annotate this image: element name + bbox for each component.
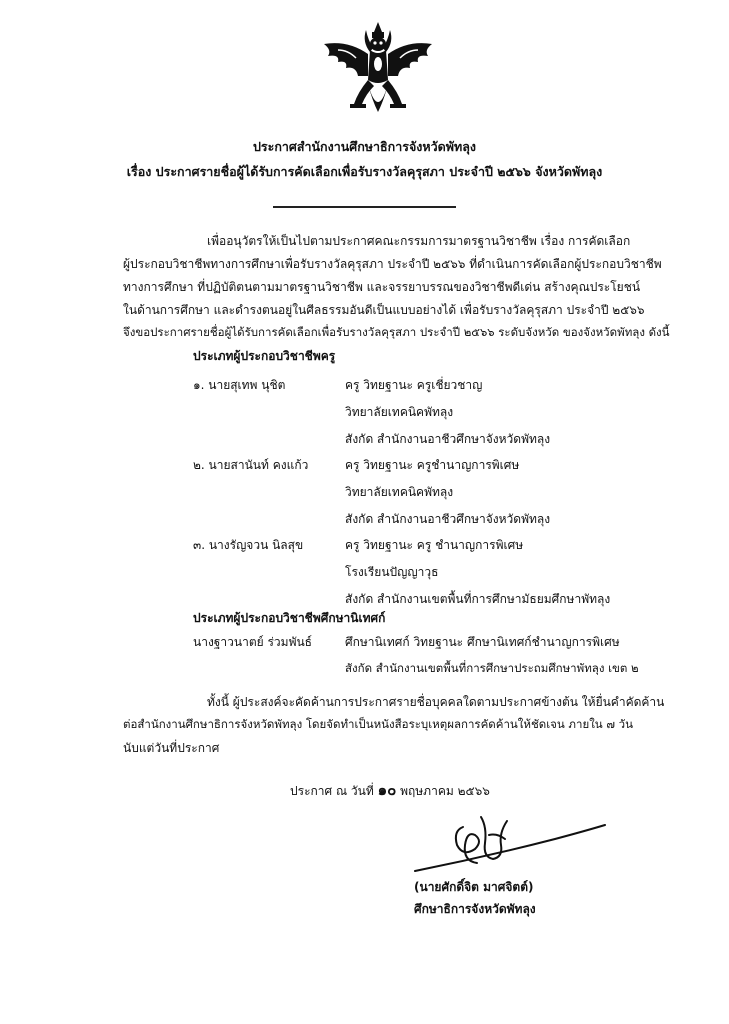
date-month-year: พฤษภาคม ๒๕๖๖ bbox=[400, 784, 490, 798]
nominee-name: นางฐาวนาตย์ ร่วมพันธ์ bbox=[193, 635, 313, 649]
intro-line: จึงขอประกาศรายชื่อผู้ได้รับการคัดเลือกเพื่อรับรางวัลคุรุสภา ประจำปี ๒๕๖๖ ระดับจังหวัด ของจังหวัดพัทลุง ดังนี้ bbox=[123, 325, 670, 339]
intro-line: ผู้ประกอบวิชาชีพทางการศึกษาเพื่อรับรางวัลคุรุสภา ประจำปี ๒๕๖๖ ที่ดำเนินการคัดเลือกผู้ประกอบวิชาชีพ bbox=[123, 257, 662, 271]
intro-line: เพื่ออนุวัตรให้เป็นไปตามประกาศคณะกรรมการมาตรฐานวิชาชีพ เรื่อง การคัดเลือก bbox=[207, 234, 631, 248]
date-day: ๑๐ bbox=[377, 781, 397, 799]
nominee-detail: สังกัด สำนักงานอาชีวศึกษาจังหวัดพัทลุง bbox=[345, 432, 551, 446]
title-divider bbox=[273, 206, 456, 208]
announcement-date bbox=[290, 778, 490, 802]
nominee-detail: โรงเรียนปัญญาวุธ bbox=[345, 565, 439, 579]
teacher-category-heading: ประเภทผู้ประกอบวิชาชีพครู bbox=[193, 349, 336, 363]
closing-line: ทั้งนี้ ผู้ประสงค์จะคัดค้านการประกาศรายชื่อบุคคลใดตามประกาศข้างต้น ให้ยื่นคำคัดค้าน bbox=[207, 695, 665, 709]
nominee-detail: สังกัด สำนักงานเขตพื้นที่การศึกษามัธยมศึกษาพัทลุง bbox=[345, 592, 611, 606]
intro-line: ในด้านการศึกษา และดำรงตนอยู่ในศีลธรรมอันดีเป็นแบบอย่างได้ เพื่อรับรางวัลคุรุสภา ประจำปี ๒๕๖๖ bbox=[123, 303, 645, 317]
nominee-name: ๑. นายสุเทพ นุชิต bbox=[193, 378, 286, 392]
supervisor-category-heading: ประเภทผู้ประกอบวิชาชีพศึกษานิเทศก์ bbox=[193, 611, 386, 625]
nominee-detail: ครู วิทยฐานะ ครูชำนาญการพิเศษ bbox=[345, 458, 520, 472]
nominee-detail: ครู วิทยฐานะ ครูเชี่ยวชาญ bbox=[345, 378, 483, 392]
nominee-detail: ศึกษานิเทศก์ วิทยฐานะ ศึกษานิเทศก์ชำนาญการพิเศษ bbox=[345, 635, 620, 649]
closing-line: ต่อสำนักงานศึกษาธิการจังหวัดพัทลุง โดยจัดทำเป็นหนังสือระบุเหตุผลการคัดค้านให้ชัดเจน ภายใน ๗ วัน bbox=[123, 717, 633, 731]
intro-line: ทางการศึกษา ที่ปฏิบัติตนตามมาตรฐานวิชาชีพ และจรรยาบรรณของวิชาชีพดีเด่น สร้างคุณประโยชน์ bbox=[123, 280, 641, 294]
nominee-detail: วิทยาลัยเทคนิคพัทลุง bbox=[345, 405, 454, 419]
handwritten-signature bbox=[405, 805, 615, 880]
date-prefix: ประกาศ ณ วันที่ bbox=[290, 784, 374, 798]
nominee-name: ๓. นางรัญจวน นิลสุข bbox=[193, 538, 304, 552]
nominee-detail: สังกัด สำนักงานเขตพื้นที่การศึกษาประถมศึกษาพัทลุง เขต ๒ bbox=[345, 661, 639, 675]
signatory-position: ศึกษาธิการจังหวัดพัทลุง bbox=[414, 902, 536, 916]
garuda-emblem bbox=[318, 20, 438, 125]
nominee-detail: วิทยาลัยเทคนิคพัทลุง bbox=[345, 485, 454, 499]
page-title: ประกาศสำนักงานศึกษาธิการจังหวัดพัทลุง bbox=[252, 139, 477, 154]
closing-line: นับแต่วันที่ประกาศ bbox=[123, 741, 220, 755]
nominee-detail: สังกัด สำนักงานอาชีวศึกษาจังหวัดพัทลุง bbox=[345, 512, 551, 526]
signatory-name: (นายศักดิ์จิต มาศจิตต์) bbox=[414, 880, 534, 894]
announcement-subject: เรื่อง ประกาศรายชื่อผู้ได้รับการคัดเลือกเพื่อรับรางวัลคุรุสภา ประจำปี ๒๕๖๖ จังหวัดพัทลุง bbox=[126, 164, 603, 179]
nominee-name: ๒. นายสานันท์ คงแก้ว bbox=[193, 458, 309, 472]
nominee-detail: ครู วิทยฐานะ ครู ชำนาญการพิเศษ bbox=[345, 538, 524, 552]
